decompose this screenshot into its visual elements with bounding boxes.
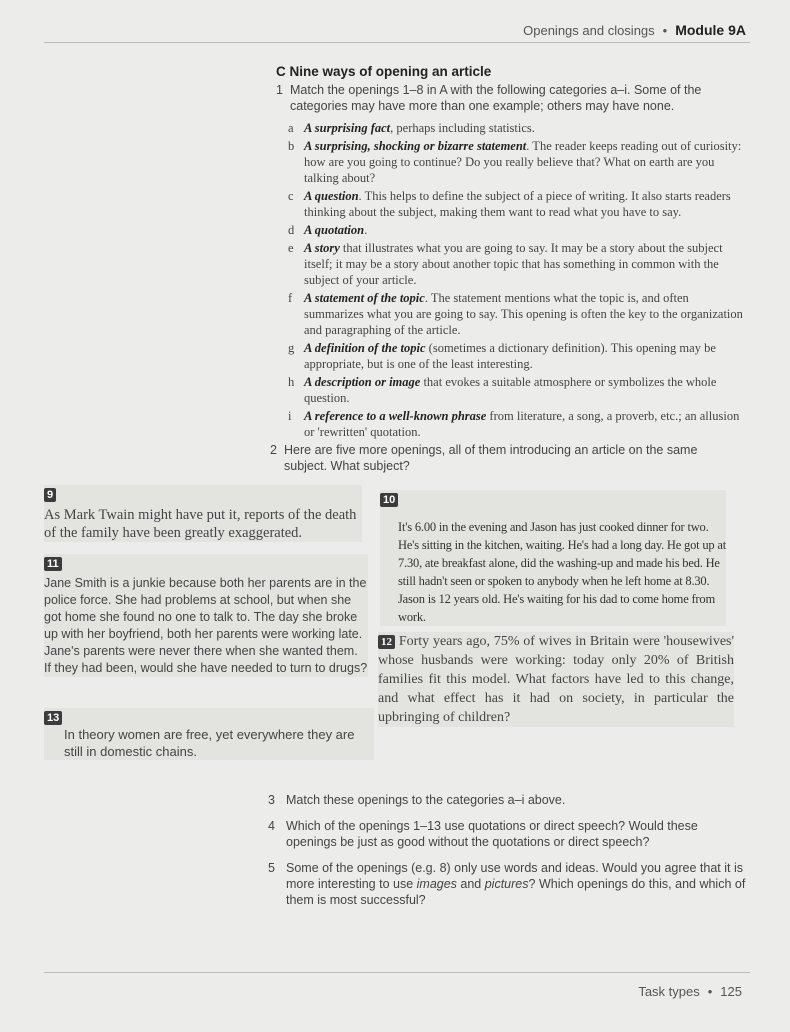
question-4 <box>268 818 748 850</box>
follow-up-questions <box>268 792 748 918</box>
category-term: A statement of the topic <box>304 291 425 305</box>
page-number: 125 <box>720 984 742 999</box>
header-module: Module 9A <box>675 22 746 38</box>
question-number: 1 <box>276 83 283 97</box>
section-title: C Nine ways of opening an article <box>276 64 492 79</box>
category-term: A surprising fact <box>304 121 391 135</box>
opening-11 <box>44 554 368 677</box>
category-list <box>288 120 746 440</box>
category-term: A surprising, shocking or bizarre statement <box>304 139 527 153</box>
footer-rule <box>44 972 750 973</box>
question-5 <box>268 860 748 908</box>
question-3 <box>268 792 748 808</box>
question-text-part: and <box>456 877 485 891</box>
header-rule <box>44 42 750 43</box>
question-number: 3 <box>268 793 275 807</box>
opening-text: Jane Smith is a junkie because both her parents are in the police force. She had problems at school, but when she got home she found no one to talk to. The day she broke up with her boyfriend, both her parents were working late. Jane's parents were never there when she wanted them. If they had been, would she have needed to turn to drugs? <box>44 576 368 675</box>
category-term: A definition of the topic <box>304 341 426 355</box>
category-letter: f <box>288 291 293 305</box>
opening-12 <box>378 632 734 727</box>
header-section: Openings and closings <box>523 23 655 38</box>
category-letter: h <box>288 375 295 389</box>
opening-text: Forty years ago, 75% of wives in Britain were 'housewives' whose husbands were working: today only 20% of British families fit this model. What factors have led to this change, and what effect has it had on society, in particular the upbringing of children? <box>378 634 735 725</box>
category-term: A quotation <box>304 223 365 237</box>
category-desc: . This helps to define the subject of a piece of writing. It also starts readers thinking about the subject, making them want to read what you have to say. <box>304 189 731 219</box>
category-desc: from literature, a song, a proverb, etc.; an allusion or 'rewritten' quotation. <box>304 409 740 439</box>
opening-text: As Mark Twain might have put it, reports of the death of the family have been greatly exaggerated. <box>44 507 357 541</box>
category-letter: b <box>288 139 295 153</box>
question-text: Here are five more openings, all of them introducing an article on the same subject. What subject? <box>284 443 698 473</box>
running-header <box>523 22 746 38</box>
opening-13 <box>44 708 374 760</box>
category-term: A description or image <box>304 375 421 389</box>
emphasis-pictures: pictures <box>484 877 529 891</box>
opening-number-badge: 9 <box>44 488 56 502</box>
category-g <box>288 340 746 372</box>
opening-number-badge: 11 <box>44 557 62 571</box>
footer-section: Task types <box>638 984 700 999</box>
category-term: A reference to a well-known phrase <box>304 409 487 423</box>
category-desc: . <box>364 223 368 237</box>
category-desc: that evokes a suitable atmosphere or symbolizes the whole question. <box>304 375 717 405</box>
category-term: A story <box>304 241 340 255</box>
question-number: 4 <box>268 819 275 833</box>
category-letter: c <box>288 189 294 203</box>
emphasis-images: images <box>416 877 457 891</box>
category-desc: (sometimes a dictionary definition). This opening may be appropriate, but is one of the least interesting. <box>304 341 716 371</box>
category-f <box>288 290 746 338</box>
category-h <box>288 374 746 406</box>
opening-number-badge: 13 <box>44 711 62 725</box>
category-c <box>288 188 746 220</box>
category-letter: e <box>288 241 294 255</box>
question-text: Match the openings 1–8 in A with the following categories a–i. Some of the categories may have more than one example; others may have none. <box>290 83 702 113</box>
opening-number-badge: 12 <box>378 635 395 649</box>
question-number: 5 <box>268 861 275 875</box>
question-text <box>286 860 748 908</box>
category-e <box>288 240 746 288</box>
section-c <box>276 64 746 442</box>
category-letter: i <box>288 409 292 423</box>
opening-text: In theory women are free, yet everywhere they are still in domestic chains. <box>64 727 355 759</box>
opening-10 <box>380 490 726 626</box>
category-term: A question <box>304 189 359 203</box>
category-i <box>288 408 746 440</box>
header-separator: • <box>662 23 668 38</box>
question-text-part: Some of the openings (e.g. 8) only use words and ideas. Would you agree that it is more interesting to use <box>286 861 743 891</box>
running-footer <box>638 984 742 999</box>
question-text: Match these openings to the categories a–i above. <box>286 793 566 807</box>
category-desc: . The reader keeps reading out of curiosity: how are you going to continue? Do you really believe that? What on earth are you talking about? <box>304 139 742 185</box>
question-2 <box>270 442 740 474</box>
category-desc: that illustrates what you are going to say. It may be a story about the subject itself; it may be a story about another topic that has something in common with the subject of your article. <box>304 241 723 287</box>
category-a <box>288 120 746 136</box>
question-1 <box>276 82 746 114</box>
category-b <box>288 138 746 186</box>
category-letter: a <box>288 121 294 135</box>
category-d <box>288 222 746 238</box>
category-letter: d <box>288 223 295 237</box>
question-number: 2 <box>270 443 277 457</box>
opening-number-badge: 10 <box>380 493 398 507</box>
category-desc: . The statement mentions what the topic is, and often summarizes what you are going to say. This opening is often the key to the organization and paragraphing of the article. <box>304 291 743 337</box>
category-letter: g <box>288 341 295 355</box>
opening-9 <box>44 485 362 542</box>
question-text-part: ? Which openings do this, and which of them is most successful? <box>286 877 746 907</box>
opening-text: It's 6.00 in the evening and Jason has just cooked dinner for two. He's sitting in the kitchen, waiting. He's had a long day. He got up at 7.30, ate breakfast alone, did the washing-up and made his bed. He still hadn't seen or spoken to anybody when he left home at 8.30. Jason is 12 years old. He's waiting for his dad to come home from work. <box>398 520 726 624</box>
footer-separator: • <box>707 984 713 999</box>
category-desc: , perhaps including statistics. <box>390 121 535 135</box>
question-text: Which of the openings 1–13 use quotations or direct speech? Would these openings be just as good without the quotations or direct speech? <box>286 819 698 849</box>
